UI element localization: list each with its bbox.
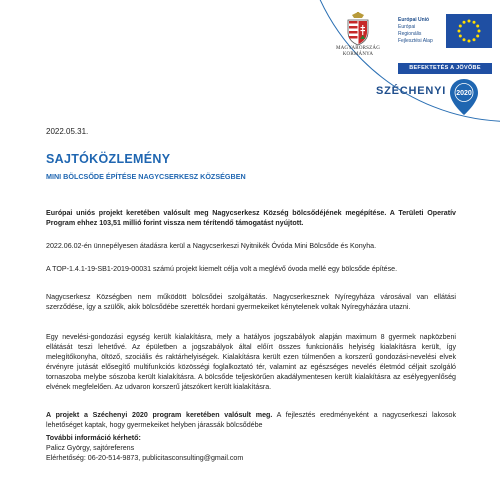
eu-banner: BEFEKTETÉS A JÖVŐBE bbox=[398, 63, 492, 74]
page-subtitle: MINI BÖLCSŐDE ÉPÍTÉSE NAGYCSERKESZ KÖZSÉGBEN bbox=[46, 172, 246, 181]
szechenyi-year: 2020 bbox=[456, 90, 472, 97]
paragraph-background: Nagycserkesz Községben nem működött bölcsődei szolgáltatás. Nagycserkesznek Nyíregyháza városával van ellátási szerződése, így a szülők, akik bölcsődébe szerették hordani gyermekeiket kénytelenek voltak Nyíregyházára utazni. bbox=[46, 293, 456, 311]
lead-paragraph: Európai uniós projekt keretében valósult meg Nagycserkesz Község bölcsődéjének megépítése. A Területi Operatív Program ehhez 103,51 millió forint vissza nem térítendő támogatást nyújtott. bbox=[46, 209, 456, 227]
page-title: SAJTÓKÖZLEMÉNY bbox=[46, 152, 171, 166]
paragraph-handover: 2022.06.02-én ünnepélyesen átadásra kerül a Nagycserkeszi Nyitnikék Óvóda Mini Bölcsőde és Konyha. bbox=[46, 242, 377, 250]
release-date: 2022.05.31. bbox=[46, 127, 89, 136]
hu-logo-line1: MAGYARORSZÁG bbox=[335, 46, 381, 51]
hu-logo-line2: KORMÁNYA bbox=[342, 52, 374, 57]
eu-funding-logo bbox=[398, 14, 494, 76]
hungarian-government-logo bbox=[327, 12, 389, 72]
contact-block bbox=[46, 433, 243, 463]
paragraph-project-goal: A TOP-1.4.1-19-SB1-2019-00031 számú projekt kiemelt célja volt a meglévő óvoda mellé egy bölcsőde építése. bbox=[46, 265, 398, 273]
szechenyi-logo-text: SZÉCHENYI bbox=[376, 85, 447, 97]
contact-details: Elérhetőség: 06-20-514-9873, publicitasconsulting@gmail.com bbox=[46, 454, 244, 462]
eu-line1: Európai Unió bbox=[398, 17, 430, 23]
contact-heading: További információ kérhető: bbox=[46, 434, 141, 442]
paragraph-details: Egy nevelési-gondozási egység került kialakításra, mely a hatályos jogszabályok alapján maximum 8 gyermek napközbeni ellátását teszi lehetővé. Az épületben a jogszabályok által előírt összes funkcionális helyiség kialakításra került, így melegítőkonyha, öltöző, szociális és raktárhelyiségek. Kialakításra került ezen túlmenően a korszerű gondozási-nevelési elvek érvényre jutását elősegítő multifunkciós közösségi foglalkoztató tér, valamint az egészséges nevelés életmód céljait szolgáló tornaszoba melybe sószoba került kialakításra. A bölcsőde teljeskörűen akadálymentesen került kialakításra az esélyegyenlőség elvének megfelelően. Az udvaron korszerű játszókert került kialakításra. bbox=[46, 333, 456, 391]
paragraph-program bbox=[46, 410, 456, 430]
eu-line3: Fejlesztési Alap bbox=[398, 38, 433, 44]
program-rest: A fejlesztés eredményeként a nagycserkeszi lakosok lehetőséget kaptak, hogy gyermekeiket helyben járassák bölcsődébe bbox=[46, 411, 456, 429]
eu-line2: Európai Regionális bbox=[398, 24, 422, 37]
hungarian-crest-icon bbox=[345, 12, 371, 46]
contact-name: Palicz György, sajtóreferens bbox=[46, 444, 135, 452]
location-pin-icon bbox=[449, 78, 479, 116]
eu-flag-icon bbox=[446, 14, 492, 48]
eu-logo-text bbox=[398, 17, 438, 45]
program-bold-sentence: A projekt a Széchenyi 2020 program keretében valósult meg. bbox=[46, 411, 273, 419]
